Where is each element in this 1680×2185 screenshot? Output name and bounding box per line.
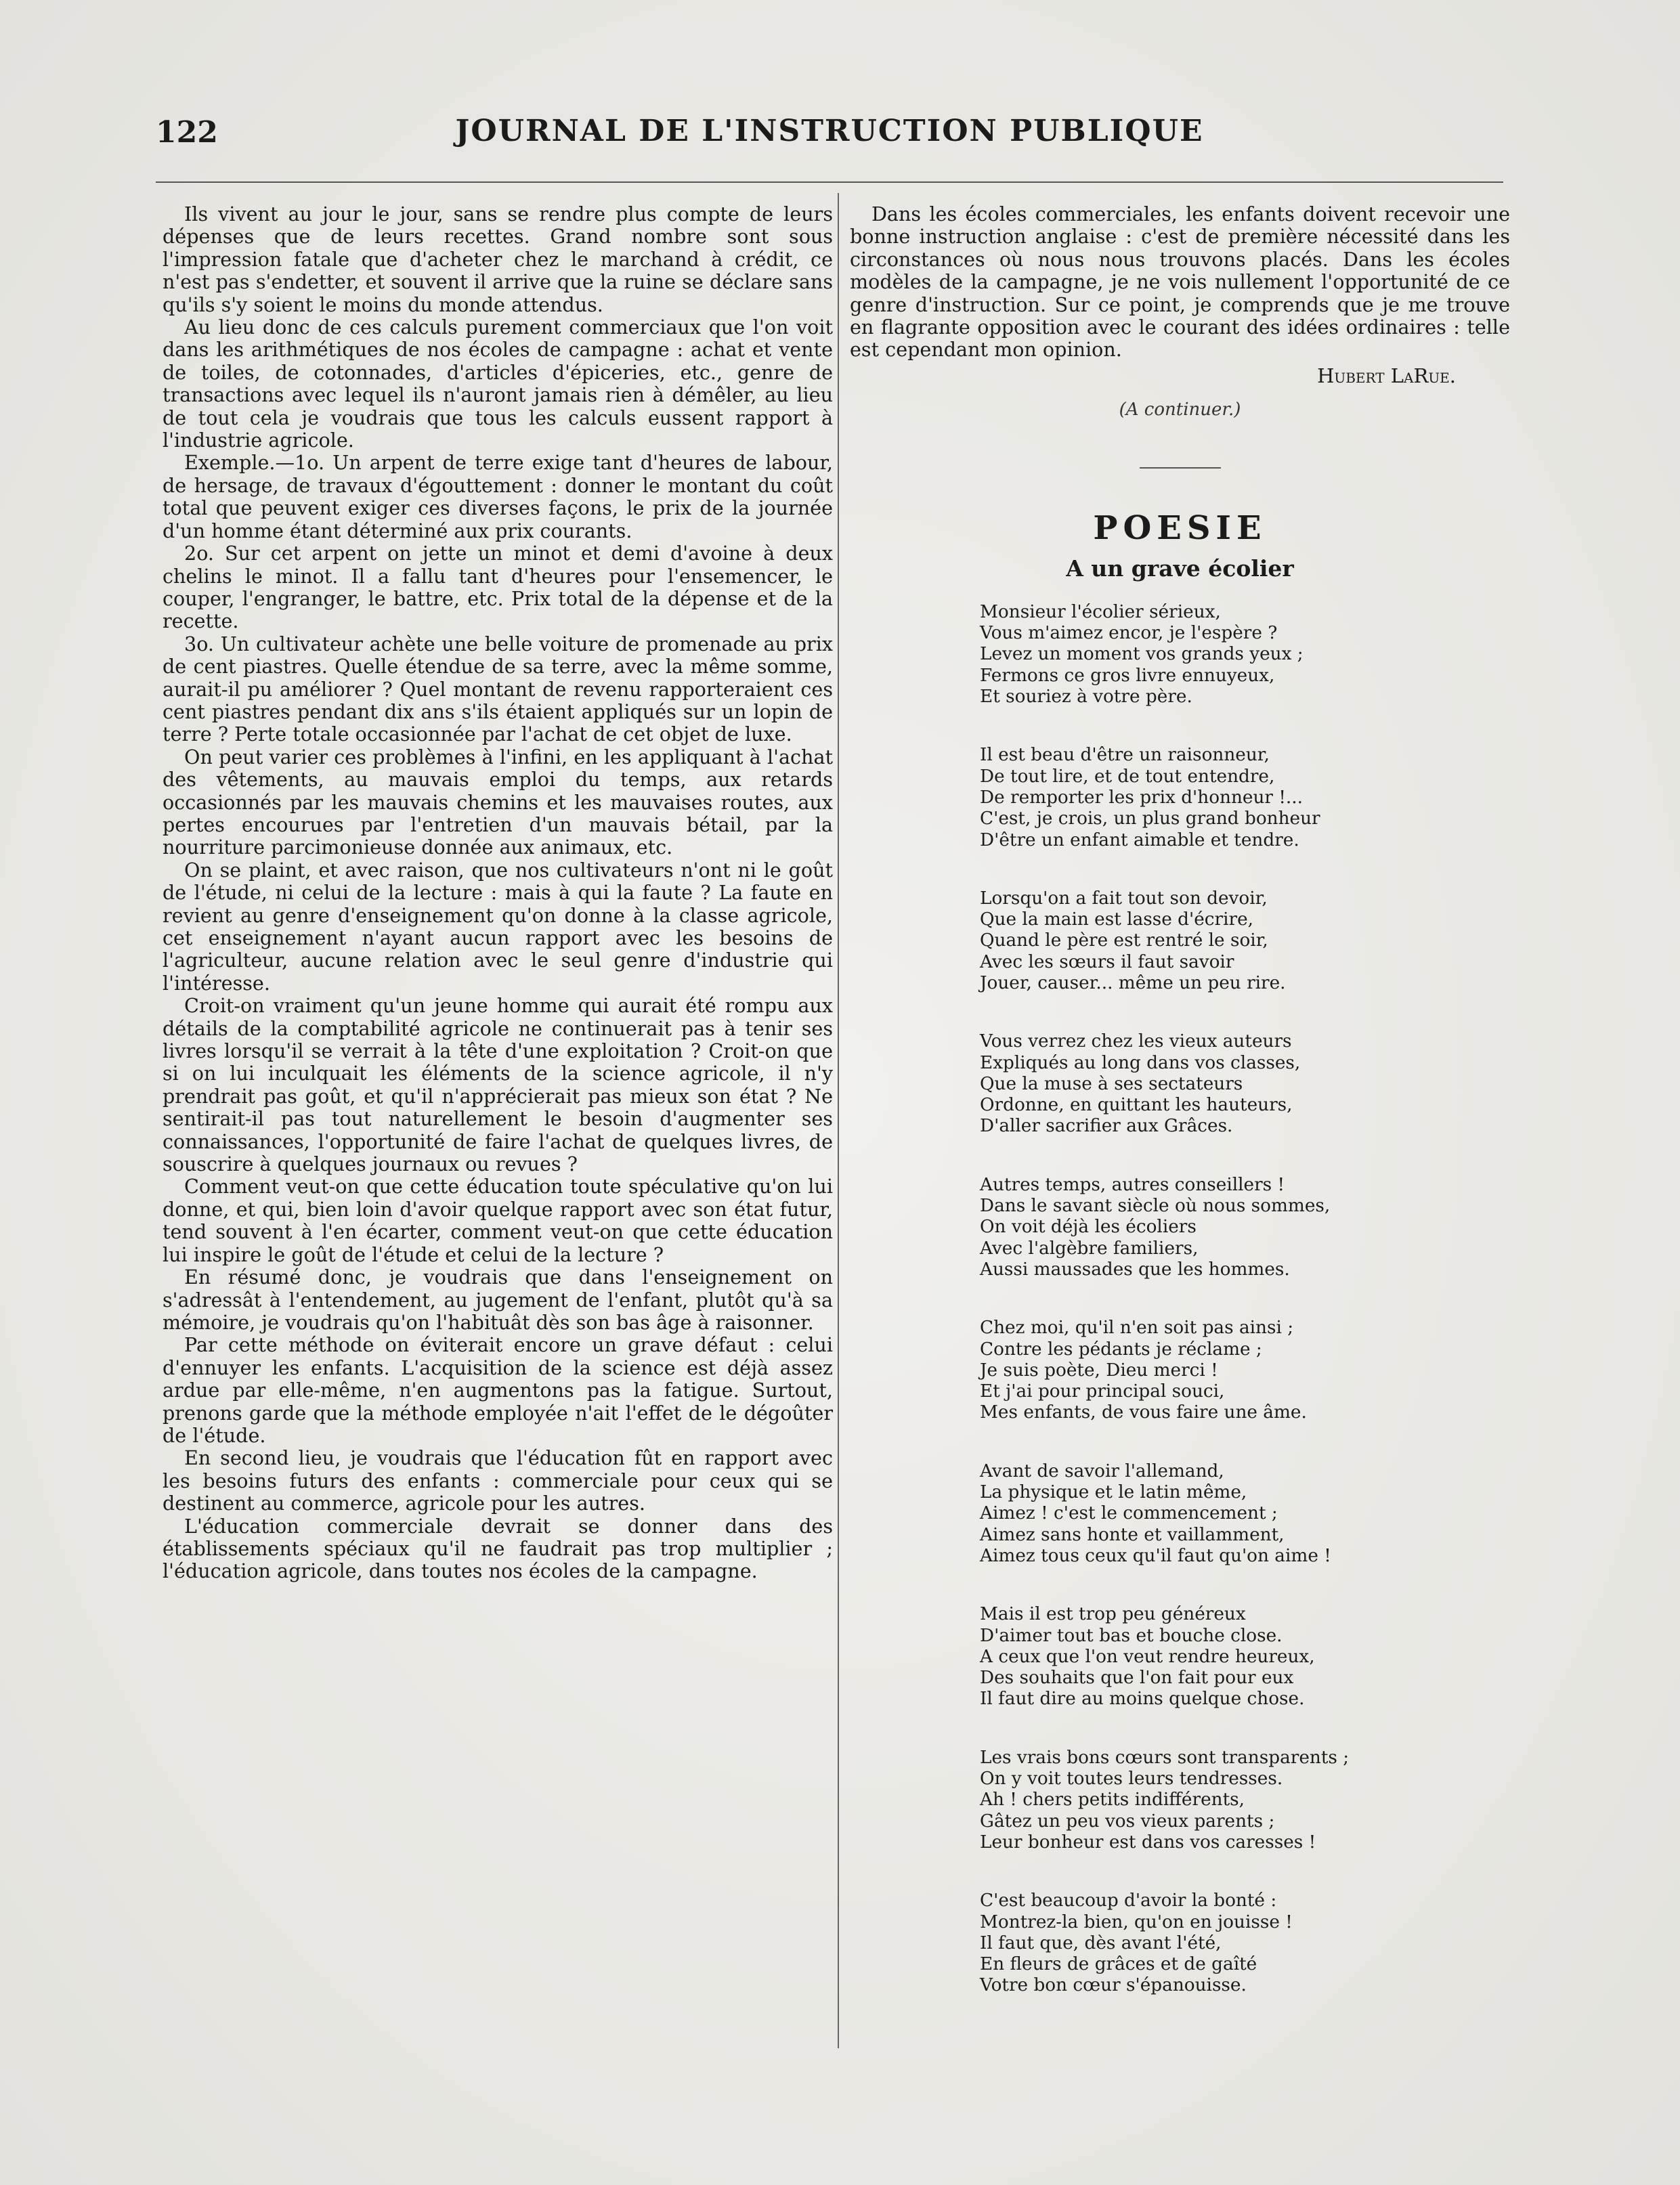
- poem-line: On voit déjà les écoliers: [980, 1217, 1197, 1238]
- poem-title: A un grave écolier: [1066, 555, 1294, 582]
- poem-line: C'est beaucoup d'avoir la bonté :: [980, 1890, 1277, 1911]
- poem-stanza: [980, 888, 1510, 994]
- poem-line: Jouer, causer... même un peu rire.: [980, 973, 1286, 993]
- poem-line: Il est beau d'être un raisonneur,: [980, 745, 1270, 766]
- paragraph: On se plaint, et avec raison, que nos cultivateurs n'ont ni le goût de l'étude, ni celui de la lecture : mais à qui la faute ? La faute en revient au genre d'enseignement qu'on donne à la classe agricole, cet enseignement n'ayant aucun rapport avec les besoins de l'agriculteur, aucune relation avec le seul genre d'industrie qui l'intéresse.: [163, 858, 833, 995]
- paragraph: Ils vivent au jour le jour, sans se rendre plus compte de leurs dépenses que de leurs recettes. Grand nombre sont sous l'impression fatale que d'acheter chez le marchand à crédit, ce n'est pas s'endetter, et souvent il arrive que la ruine se déclare sans qu'ils s'y soient le moins du monde attendus.: [163, 202, 833, 316]
- paragraph: Par cette méthode on éviterait encore un grave défaut : celui d'ennuyer les enfants. L'acquisition de la science est déjà assez ardue par elle-même, n'en augmentons pas la fatigue. Surtout, prenons garde que la méthode employée n'ait l'effet de le dégoûter de l'étude.: [163, 1333, 833, 1447]
- paragraph: On peut varier ces problèmes à l'infini, en les appliquant à l'achat des vêtements, au mauvais emploi du temps, aux retards occasionnés par les mauvais chemins et les mauvaises routes, aux pertes encourues par l'entretien d'un mauvais bétail, par la nourriture parcimonieuse donnée aux animaux, etc.: [163, 745, 833, 859]
- poem-line: Quand le père est rentré le soir,: [980, 930, 1268, 951]
- poem-line: D'aimer tout bas et bouche close.: [980, 1625, 1283, 1646]
- poem-stanza: [980, 1318, 1510, 1423]
- poem-line: Aimez ! c'est le commencement ;: [980, 1503, 1278, 1524]
- paragraph: Comment veut-on que cette éducation toute spéculative qu'on lui donne, et qui, bien loin d'avoir quelque rapport avec son état futur, tend souvent à l'en écarter, comment veut-on que cette éducation lui inspire le goût de l'étude et celui de la lecture ?: [163, 1175, 833, 1266]
- poem-line: Contre les pédants je réclame ;: [980, 1339, 1262, 1360]
- right-column: [850, 203, 1510, 2034]
- poem-line: Aussi maussades que les hommes.: [980, 1259, 1290, 1280]
- poem-stanza: [980, 1175, 1510, 1280]
- poem-line: Mais il est trop peu généreux: [980, 1604, 1246, 1625]
- poem-stanza: [980, 1031, 1510, 1137]
- poem-line: La physique et le latin même,: [980, 1482, 1247, 1503]
- poem-line: En fleurs de grâces et de gaîté: [980, 1954, 1257, 1975]
- poem-line: Aimez sans honte et vaillamment,: [980, 1524, 1285, 1545]
- poem-line: Avec l'algèbre familiers,: [980, 1238, 1199, 1259]
- poem-stanza: [980, 1890, 1510, 1996]
- paragraph: Au lieu donc de ces calculs purement commerciaux que l'on voit dans les arithmétiques de nos écoles de campagne : achat et vente de toiles, de cotonnades, d'articles d'épiceries, etc., genre de transactions avec lequel ils n'auront jamais rien à démêler, au lieu de tout cela je voudrais que tous les calculs eussent rapport à l'industrie agricole.: [163, 316, 833, 452]
- poem-line: Gâtez un peu vos vieux parents ;: [980, 1811, 1275, 1832]
- poem-line: Aimez tous ceux qu'il faut qu'on aime !: [980, 1545, 1331, 1566]
- poem-line: Ordonne, en quittant les hauteurs,: [980, 1095, 1293, 1116]
- poem-line: Lorsqu'on a fait tout son devoir,: [980, 888, 1268, 909]
- poem-line: Avec les sœurs il faut savoir: [980, 951, 1234, 972]
- poem-line: Autres temps, autres conseillers !: [980, 1174, 1285, 1195]
- poem-line: Et j'ai pour principal souci,: [980, 1381, 1225, 1402]
- author-signature: Hubert LaRue.: [1317, 364, 1456, 387]
- poem-line: Chez moi, qu'il n'en soit pas ainsi ;: [980, 1318, 1294, 1339]
- poem-line: Les vrais bons cœurs sont transparents ;: [980, 1747, 1350, 1768]
- section-divider: [1140, 467, 1221, 469]
- paragraph: 2o. Sur cet arpent on jette un minot et demi d'avoine à deux chelins le minot. Il a fallu tant d'heures pour l'ensemencer, le couper, l'engranger, le battre, etc. Prix total de la dépense et de la recette.: [163, 542, 833, 633]
- poem-line: Vous m'aimez encor, je l'espère ?: [980, 623, 1278, 644]
- poem-line: Des souhaits que l'on fait pour eux: [980, 1668, 1294, 1689]
- poem-line: Je suis poète, Dieu merci !: [980, 1360, 1218, 1381]
- poem-line: A ceux que l'on veut rendre heureux,: [980, 1646, 1315, 1667]
- page-header: [156, 108, 1503, 156]
- poem-line: De remporter les prix d'honneur !...: [980, 787, 1303, 808]
- poem-line: Expliqués au long dans vos classes,: [980, 1052, 1301, 1073]
- poem-line: Il faut que, dès avant l'été,: [980, 1932, 1222, 1953]
- page-number: 122: [156, 115, 218, 150]
- poem-line: Que la muse à ses sectateurs: [980, 1073, 1243, 1094]
- poem-stanza: [980, 602, 1510, 708]
- poem-line: Levez un moment vos grands yeux ;: [980, 644, 1304, 665]
- poem-line: Et souriez à votre père.: [980, 687, 1192, 708]
- poem-line: C'est, je crois, un plus grand bonheur: [980, 808, 1320, 829]
- poem-line: D'être un enfant aimable et tendre.: [980, 829, 1299, 850]
- poem-line: Que la main est lasse d'écrire,: [980, 909, 1253, 930]
- poem-line: Leur bonheur est dans vos caresses !: [980, 1832, 1316, 1853]
- paragraph: En second lieu, je voudrais que l'éducation fût en rapport avec les besoins futurs des enfants : commerciale pour ceux qui se destinent au commerce, agricole pour les autres.: [163, 1446, 833, 1515]
- poem-line: D'aller sacrifier aux Grâces.: [980, 1116, 1233, 1137]
- poem-stanza: [980, 1748, 1510, 1853]
- paragraph: Dans les écoles commerciales, les enfants doivent recevoir une bonne instruction anglaise : c'est de première nécessité dans les circonstances où nous nous trouvons placés. Dans les écoles modèles de la campagne, je ne vois nullement l'opportunité de ce genre d'instruction. Sur ce point, je comprends que je me trouve en flagrante opposition avec le courant des idées ordinaires : telle est cependant mon opinion.: [850, 202, 1510, 362]
- poem-line: Avant de savoir l'allemand,: [980, 1461, 1224, 1481]
- poem: [980, 602, 1510, 1997]
- section-title: POESIE: [1093, 509, 1267, 547]
- poem-stanza: [980, 1604, 1510, 1710]
- poem-line: Dans le savant siècle où nous sommes,: [980, 1196, 1331, 1217]
- poem-line: Ah ! chers petits indifférents,: [980, 1790, 1245, 1811]
- paragraph: L'éducation commerciale devrait se donner dans des établissements spéciaux qu'il ne faudrait pas trop multiplier ; l'éducation agricole, dans toutes nos écoles de la campagne.: [163, 1514, 833, 1583]
- paragraph: En résumé donc, je voudrais que dans l'enseignement on s'adressât à l'entendement, au jugement de l'enfant, plutôt qu'à sa mémoire, je voudrais qu'on l'habituât dès son bas âge à raisonner.: [163, 1265, 833, 1334]
- poem-line: Votre bon cœur s'épanouisse.: [980, 1975, 1247, 1996]
- continuation-note: (A continuer.): [1119, 399, 1241, 420]
- poem-line: Vous verrez chez les vieux auteurs: [980, 1031, 1292, 1052]
- poem-stanza: [980, 1461, 1510, 1567]
- poem-line: Fermons ce gros livre ennuyeux,: [980, 665, 1275, 686]
- paragraph: Exemple.—1o. Un arpent de terre exige tant d'heures de labour, de hersage, de travaux d'égouttement : donner le montant du coût total que peuvent exiger ces diverses façons, le prix de la journée d'un homme étant déterminé aux prix courants.: [163, 451, 833, 542]
- poem-line: De tout lire, et de tout entendre,: [980, 766, 1275, 787]
- poem-line: Mes enfants, de vous faire une âme.: [980, 1402, 1307, 1423]
- poem-line: Montrez-la bien, qu'on en jouisse !: [980, 1911, 1293, 1932]
- paragraph: 3o. Un cultivateur achète une belle voiture de promenade au prix de cent piastres. Quelle étendue de sa terre, avec la même somme, aurait-il pu améliorer ? Quel montant de revenu rapporteraient ces cent piastres pendant dix ans s'ils étaient appliqués sur un lopin de terre ? Perte totale occasionnée par l'achat de cet objet de luxe.: [163, 632, 833, 746]
- left-column: [163, 203, 833, 1583]
- poem-line: On y voit toutes leurs tendresses.: [980, 1769, 1283, 1790]
- journal-title: JOURNAL DE L'INSTRUCTION PUBLIQUE: [455, 114, 1204, 148]
- poem-line: Il faut dire au moins quelque chose.: [980, 1689, 1305, 1710]
- header-rule: [156, 181, 1503, 183]
- poem-stanza: [980, 745, 1510, 850]
- column-divider: [838, 193, 839, 2048]
- paragraph: Croit-on vraiment qu'un jeune homme qui aurait été rompu aux détails de la comptabilité agricole ne continuerait pas à tenir ses livres lorsqu'il se verrait à la tête d'une exploitation ? Croit-on que si on lui inculquait les éléments de la science agricole, il n'y prendrait pas goût, et qu'il n'apprécierait pas mieux son état ? Ne sentirait-il pas tout naturellement le besoin d'augmenter ses connaissances, l'opportunité de faire l'achat de quelques livres, de souscrire à quelques journaux ou revues ?: [163, 994, 833, 1176]
- poem-line: Monsieur l'écolier sérieux,: [980, 601, 1221, 622]
